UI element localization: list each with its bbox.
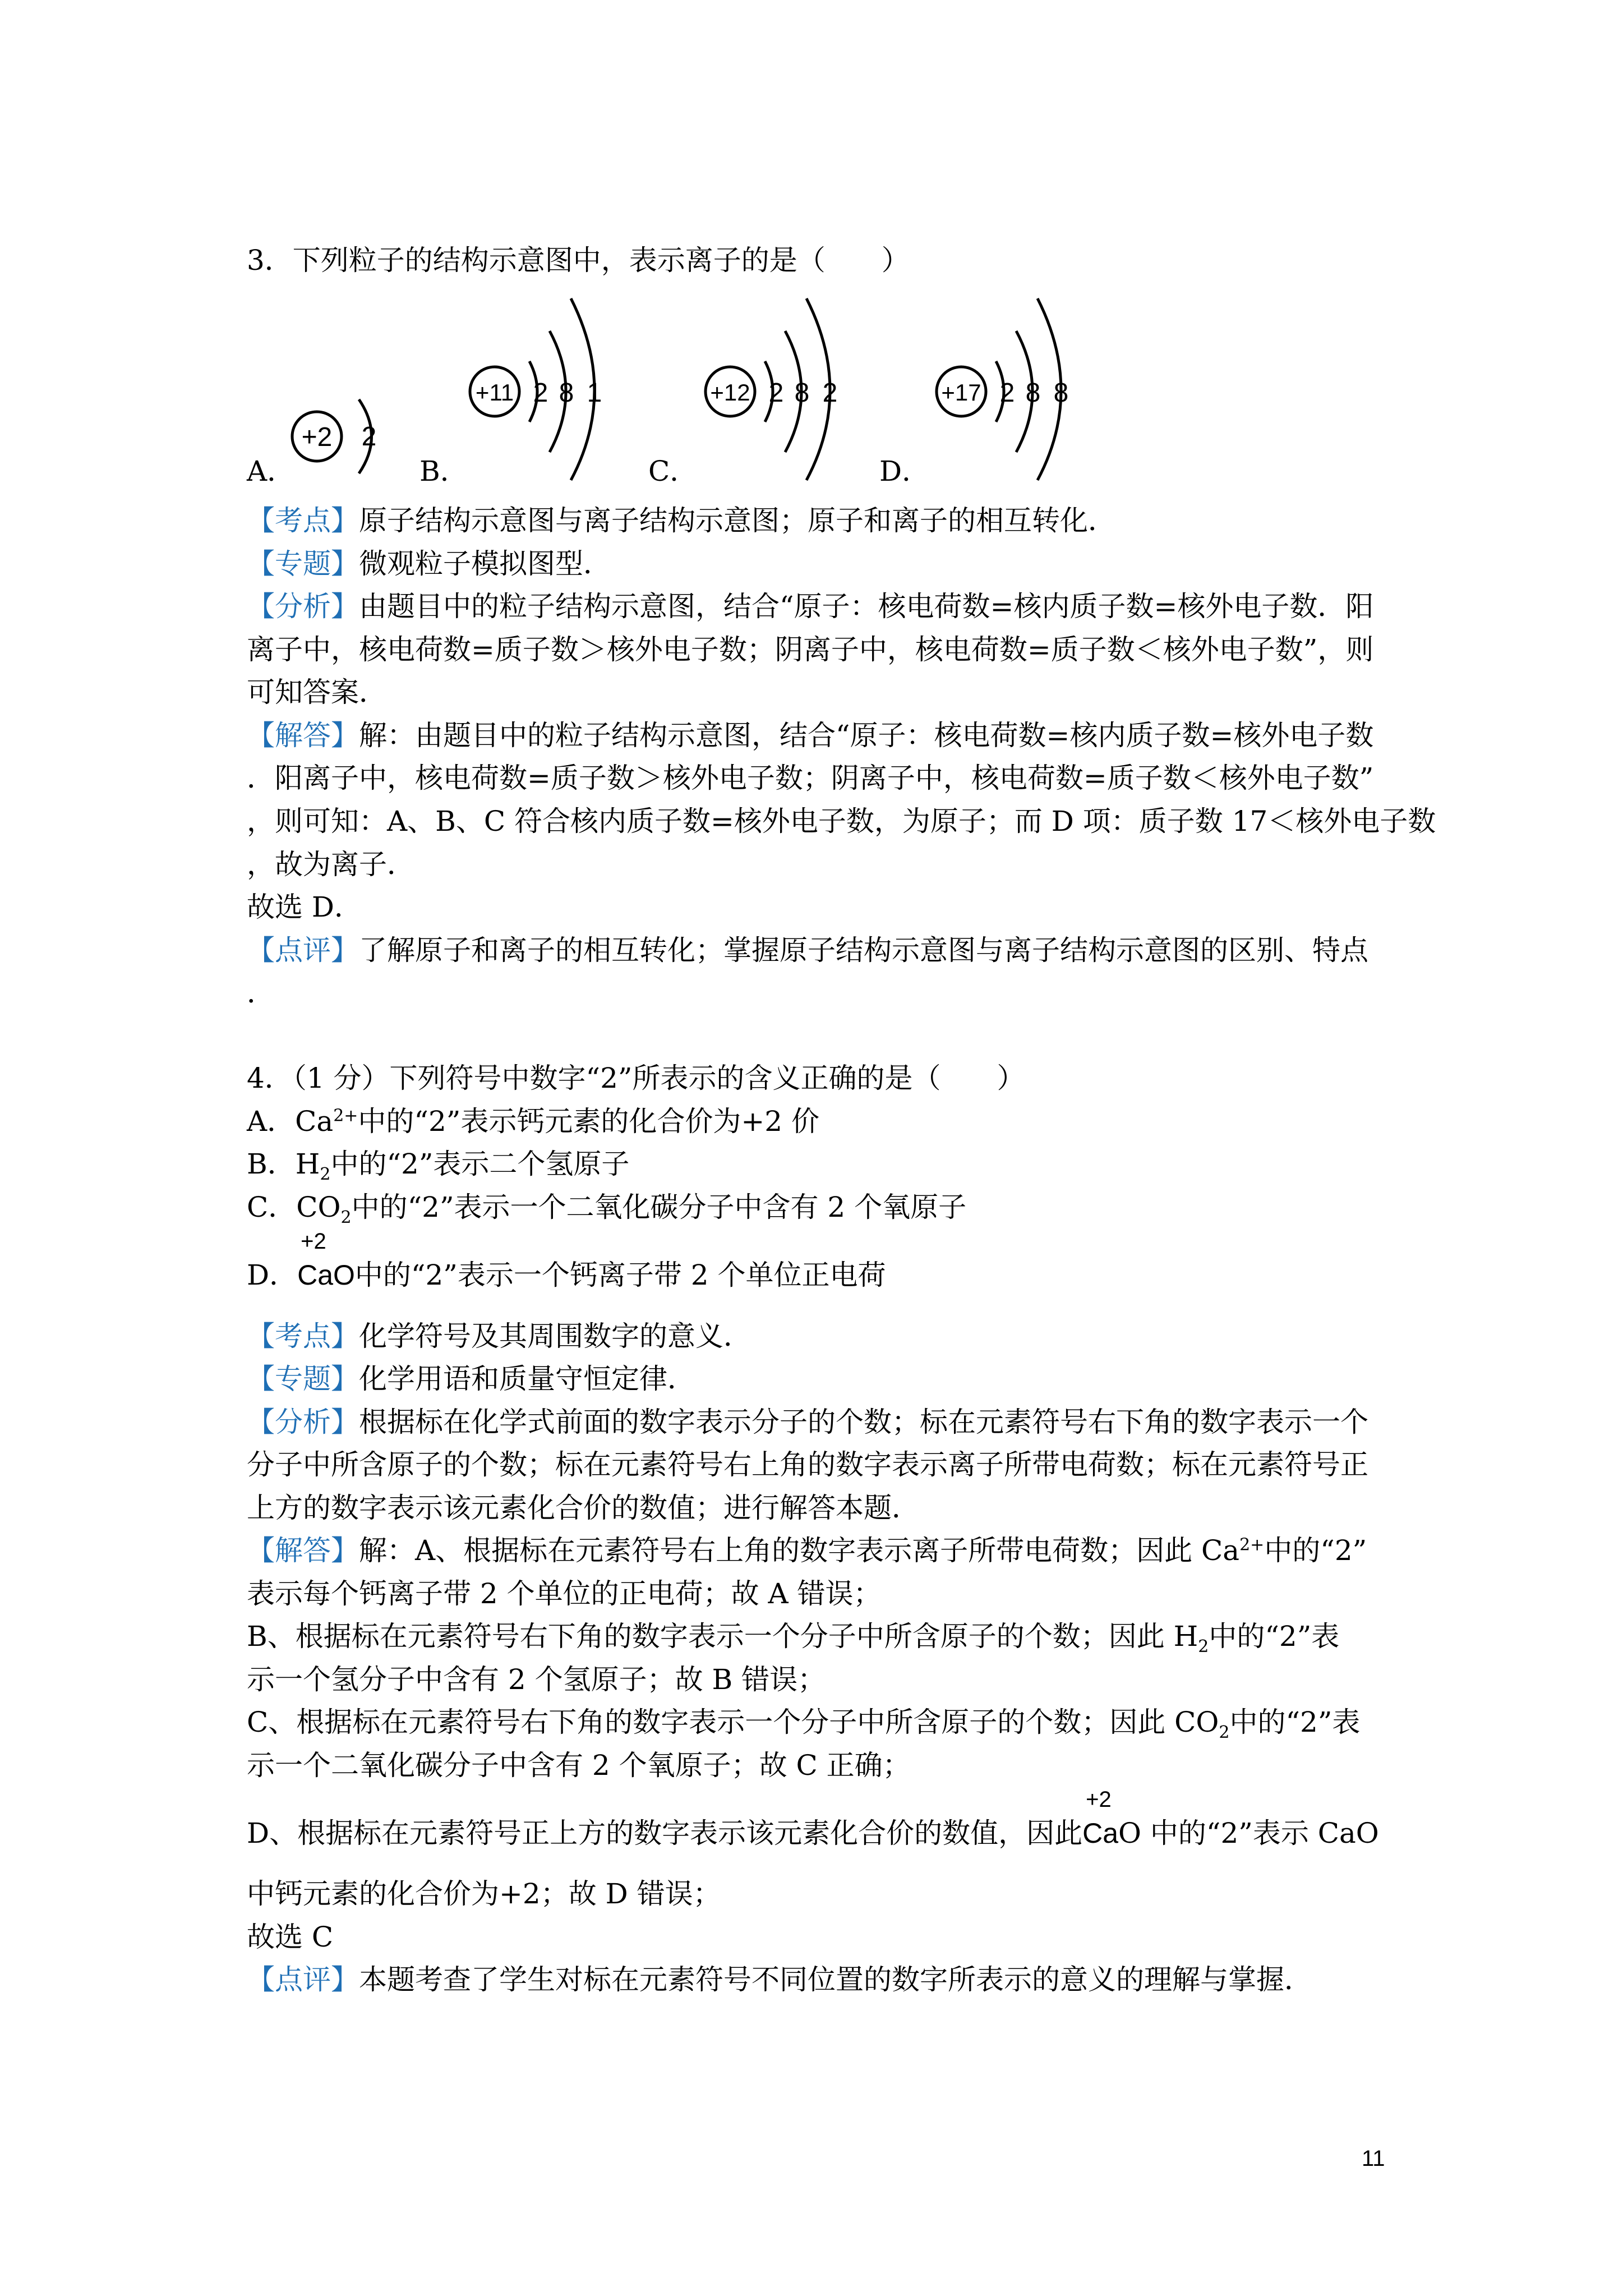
- q4-kaodian-tag: 【考点】: [247, 1320, 359, 1352]
- q4-jieda-line-1: 【解答】解：A、根据标在元素符号右上角的数字表示离子所带电荷数；因此 $Ca^{2+}$中的“2”: [247, 1534, 1367, 1567]
- q3-jieda-line-4: ，故为离子．: [247, 848, 415, 881]
- q4-dianping-tag: 【点评】: [247, 1963, 359, 1996]
- q3-jieda-line-2: ．阳离子中，核电荷数=质子数＞核外电子数；阴离子中，核电荷数=质子数＜核外电子数”: [247, 762, 1374, 794]
- q3-option-a-label: A．: [247, 455, 296, 487]
- q3-option-c-label: C．: [648, 455, 698, 487]
- q4-zhuanti-tag: 【专题】: [247, 1363, 359, 1395]
- shell-c-3: 2: [822, 378, 838, 408]
- q4-fenxi-line-1: 【分析】根据标在化学式前面的数字表示分子的个数；标在元素符号右下角的数字表示一个: [247, 1406, 1368, 1438]
- atom-diagram-c: [695, 292, 875, 482]
- shell-d-1: 2: [999, 378, 1015, 408]
- q3-fenxi-line-3: 可知答案．: [247, 676, 387, 708]
- atom-diagram-a: [286, 387, 398, 488]
- shell-d-2: 8: [1025, 378, 1041, 408]
- q3-zhuanti-tag: 【专题】: [247, 547, 359, 580]
- q4-jieda-line-3: B、根据标在元素符号右下角的数字表示一个分子中所含原子的个数；因此 $H_2$中的“2”表: [247, 1620, 1340, 1657]
- shell-c-2: 8: [794, 378, 810, 408]
- nucleus-a-label: +2: [301, 422, 333, 452]
- q4-jieda-tag: 【解答】: [247, 1534, 359, 1567]
- q3-stem: 3．下列粒子的结构示意图中，表示离子的是（ ）: [247, 244, 910, 277]
- page-number: 11: [1362, 2146, 1385, 2171]
- q3-fenxi-line-1: 【分析】由题目中的粒子结构示意图，结合“原子：核电荷数=核内质子数=核外电子数．阳: [247, 590, 1374, 623]
- q4-zhuanti: 【专题】化学用语和质量守恒定律．: [247, 1363, 695, 1395]
- q4-option-c: C．$CO_2$中的“2”表示一个二氧化碳分子中含有 2 个氧原子: [247, 1191, 967, 1227]
- shell-c-1: 2: [768, 378, 784, 408]
- shell-b-3: 1: [587, 378, 602, 408]
- q3-dianping-tag: 【点评】: [247, 934, 359, 967]
- q4-jieda-line-9: 故选 C: [247, 1921, 334, 1953]
- q4-kaodian: 【考点】化学符号及其周围数字的意义．: [247, 1320, 751, 1352]
- q3-kaodian: 【考点】原子结构示意图与离子结构示意图；原子和离子的相互转化．: [247, 504, 1116, 537]
- q4-dianping: 【点评】本题考查了学生对标在元素符号不同位置的数字所表示的意义的理解与掌握．: [247, 1963, 1312, 1996]
- q4-jieda-line-6: 示一个二氧化碳分子中含有 2 个氧原子；故 C 正确；: [247, 1749, 911, 1782]
- nucleus-c-label: +12: [710, 379, 750, 406]
- q4-jieda-line-5: C、根据标在元素符号右下角的数字表示一个分子中所含原子的个数；因此 $CO_2$中的“2”表: [247, 1706, 1361, 1742]
- q4-jieda-line-2: 表示每个钙离子带 2 个单位的正电荷；故 A 错误；: [247, 1577, 882, 1610]
- atom-diagram-d: [926, 292, 1106, 482]
- q4-jieda-line-7: D、根据标在元素符号正上方的数字表示该元素化合价的数值，因此 +2 CaO 中的“2”表示 CaO: [247, 1787, 1379, 1849]
- nucleus-b-label: +11: [475, 379, 514, 406]
- q3-dianping-end: ．: [247, 977, 275, 1009]
- q4-stem: 4．（1 分）下列符号中数字“2”所表示的含义正确的是（ ）: [247, 1062, 1025, 1094]
- shell-b-1: 2: [533, 378, 548, 408]
- shell-a-1: 2: [361, 422, 377, 452]
- q3-fenxi-line-2: 离子中，核电荷数=质子数＞核外电子数；阴离子中，核电荷数=质子数＜核外电子数”，则: [247, 633, 1374, 666]
- q4-option-b: B．$H_2$中的“2”表示二个氢原子: [247, 1148, 630, 1184]
- q3-jieda-line-3: ，则可知：A、B、C 符合核内质子数=核外电子数，为原子；而 D 项：质子数 17＜核外电子数: [247, 805, 1436, 838]
- q3-dianping: 【点评】了解原子和离子的相互转化；掌握原子结构示意图与离子结构示意图的区别、特点: [247, 934, 1368, 967]
- q4-fenxi-line-2: 分子中所含原子的个数；标在元素符号右上角的数字表示离子所带电荷数；标在元素符号正: [247, 1448, 1368, 1481]
- cao-valence-formula: +2 CaO: [297, 1229, 355, 1291]
- q3-jieda-line-1: 【解答】解：由题目中的粒子结构示意图，结合“原子：核电荷数=核内质子数=核外电子数: [247, 719, 1374, 752]
- q3-zhuanti: 【专题】微观粒子模拟图型．: [247, 547, 611, 580]
- q3-kaodian-tag: 【考点】: [247, 504, 359, 537]
- atom-diagram-b: [460, 292, 639, 482]
- q3-jieda-line-5: 故选 D．: [247, 891, 362, 923]
- q4-jieda-line-4: 示一个氢分子中含有 2 个氢原子；故 B 错误；: [247, 1663, 826, 1696]
- ca-valence-inline: +2 Ca: [1082, 1787, 1119, 1849]
- q4-fenxi-line-3: 上方的数字表示该元素化合价的数值；进行解答本题．: [247, 1492, 920, 1524]
- q3-option-d-label: D．: [879, 455, 930, 487]
- q4-option-a: A．$Ca^{2+}$中的“2”表示钙元素的化合价为+2 价: [247, 1105, 819, 1138]
- q4-jieda-line-8: 中钙元素的化合价为+2；故 D 错误；: [247, 1878, 721, 1910]
- q4-fenxi-tag: 【分析】: [247, 1406, 359, 1438]
- shell-d-3: 8: [1053, 378, 1069, 408]
- shell-b-2: 8: [559, 378, 574, 408]
- q4-option-d: D． +2 CaO中的“2”表示一个钙离子带 2 个单位正电荷: [247, 1229, 886, 1291]
- q3-fenxi-tag: 【分析】: [247, 590, 359, 623]
- nucleus-d-label: +17: [941, 379, 981, 406]
- q3-option-b-label: B．: [419, 455, 468, 487]
- q3-jieda-tag: 【解答】: [247, 719, 359, 752]
